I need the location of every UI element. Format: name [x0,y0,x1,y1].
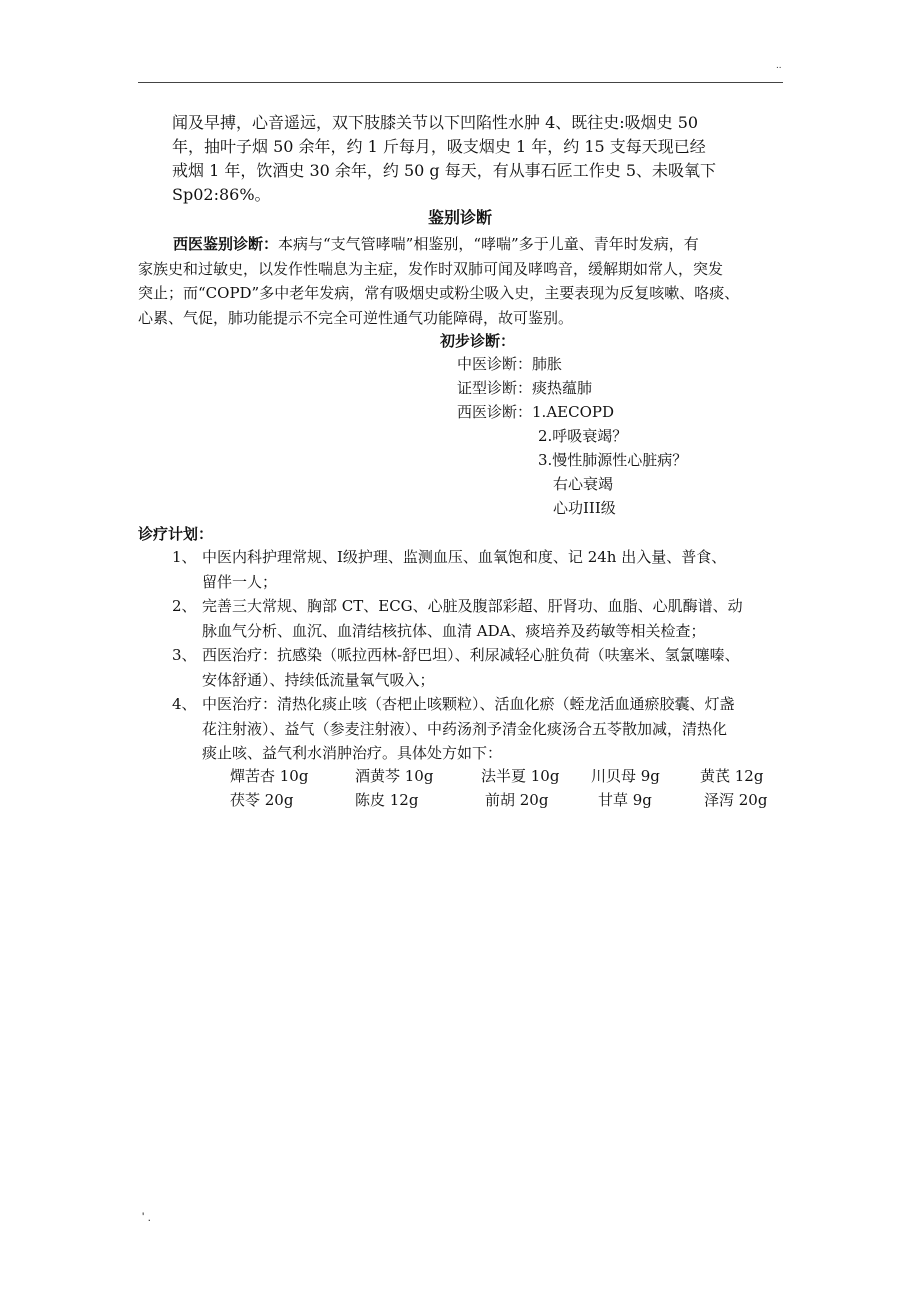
prescription-herb: 前胡 20g [485,791,549,809]
plan-item-line: 中医内科护理常规、Ⅰ级护理、监测血压、血氧饱和度、记 24h 出入量、普食、 [202,548,727,566]
history-line: 年，抽叶子烟 50 余年，约 1 斤每月，吸支烟史 1 年，约 15 支每天现已经 [172,137,706,156]
history-line: Sp02:86%。 [172,185,271,204]
plan-item-number: 2、 [172,597,197,615]
prescription-herb: 陈皮 12g [355,791,419,809]
plan-item-number: 3、 [172,646,197,664]
prescription-herb: 泽泻 20g [704,791,768,809]
plan-item-number: 4、 [172,695,197,713]
history-line: 闻及早搏，心音遥远，双下肢膝关节以下凹陷性水肿 4、既往史:吸烟史 50 [172,113,699,132]
differential-text: 本病与“支气管哮喘”相鉴别，“哮喘”多于儿童、青年时发病，有 [278,235,699,253]
plan-item-line: 安体舒通）、持续低流量氧气吸入； [202,670,435,689]
differential-line [138,232,798,257]
western-diagnosis-subitem: 右心衰竭 [553,475,614,493]
western-diagnosis-item: 2.呼吸衰竭？ [538,427,628,445]
prescription-herb: 燀苦杏 10g [230,767,309,785]
prescription-herb: 川贝母 9g [591,767,660,785]
header-rule [138,82,783,83]
differential-title: 鉴别诊断 [427,208,492,227]
header-mark: .. [776,60,782,71]
tcm-diagnosis-value: 肺胀 [532,355,563,373]
differential-paragraph [138,232,798,330]
western-diagnosis-subitem: 心功III级 [553,499,616,517]
prescription-herb: 茯苓 20g [230,791,294,809]
plan-item-line: 中医治疗：清热化痰止咳（杏杷止咳颗粒）、活血化瘀（蛭龙活血通瘀胶囊、灯盏 [202,695,735,713]
prescription-herb: 法半夏 10g [481,767,560,785]
plan-item-line: 痰止咳、益气利水消肿治疗。具体处方如下： [202,744,503,762]
western-diagnosis [457,401,614,423]
plan-item-line: 留伴一人； [202,572,278,591]
syndrome-diagnosis-value: 痰热蕴肺 [532,379,593,397]
plan-title: 诊疗计划： [138,525,214,543]
differential-label: 西医鉴别诊断： [173,235,279,253]
prescription-herb: 甘草 9g [598,791,652,809]
differential-line: 心累、气促，肺功能提示不完全可逆性通气功能障碍，故可鉴别。 [138,308,574,327]
plan-item-line: 完善三大常规、胸部 CT、ECG、心脏及腹部彩超、肝肾功、血脂、心肌酶谱、动 [202,597,743,615]
diagnosis-title: 初步诊断： [440,332,516,350]
western-diagnosis-label: 西医诊断： [457,403,533,421]
plan-item-line: 西医治疗：抗感染（哌拉西林-舒巴坦）、利尿减轻心脏负荷（呋塞米、氢氯噻嗪、 [202,646,740,664]
prescription-herb: 酒黄芩 10g [355,767,434,785]
history-paragraph [172,111,792,207]
syndrome-diagnosis-label: 证型诊断： [457,379,533,397]
plan-item-number: 1、 [172,548,197,566]
plan-item-line: 脉血气分析、血沉、血清结核抗体、血清 ADA、痰培养及药敏等相关检查； [202,621,706,640]
syndrome-diagnosis [457,377,592,399]
tcm-diagnosis-label: 中医诊断： [457,355,533,373]
tcm-diagnosis [457,353,562,375]
western-diagnosis-item: 1.AECOPD [532,403,615,421]
plan-item-line: 花注射液）、益气（参麦注射液）、中药汤剂予清金化痰汤合五苓散加减，清热化 [202,719,728,738]
footer-mark: ' . [142,1210,151,1224]
differential-line: 突止；而“COPD”多中老年发病，常有吸烟史或粉尘吸入史，主要表现为反复咳嗽、咯痰、 [138,284,740,302]
differential-line: 家族史和过敏史，以发作性喘息为主症，发作时双肺可闻及哮鸣音，缓解期如常人，突发 [138,259,724,278]
history-line: 戒烟 1 年，饮酒史 30 余年，约 50 g 每天，有从事石匠工作史 5、未吸氧下 [172,161,717,180]
prescription-herb: 黄芪 12g [700,767,764,785]
western-diagnosis-item: 3.慢性肺源性心脏病？ [538,451,688,469]
